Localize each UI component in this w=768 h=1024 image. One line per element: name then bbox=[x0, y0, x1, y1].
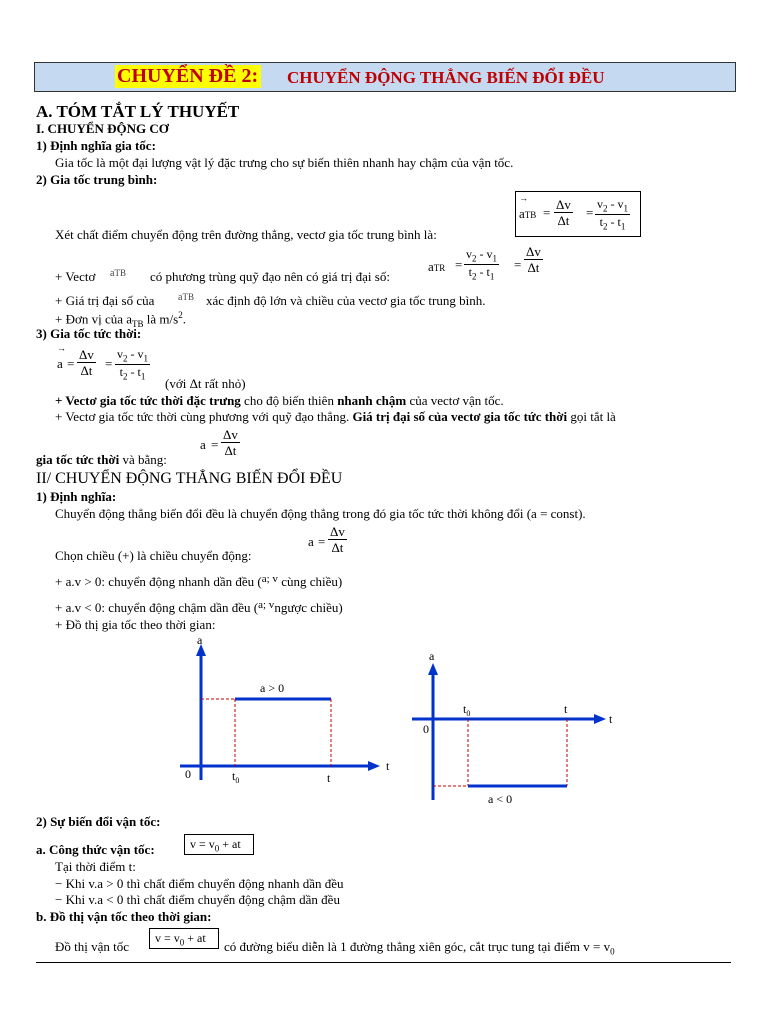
text: + a.v < 0: chuyển động chậm dần đều ( bbox=[55, 600, 259, 615]
sub: 2 bbox=[603, 203, 608, 214]
t-label: t bbox=[564, 702, 568, 716]
sub: 2 bbox=[472, 253, 477, 264]
section-2-heading: II/ CHUYỂN ĐỘNG THẲNG BIẾN ĐỔI ĐỀU bbox=[36, 470, 343, 487]
sub: 0 bbox=[610, 946, 615, 957]
tr-subscript: TR bbox=[433, 263, 446, 273]
sub: 1 bbox=[140, 371, 146, 382]
atb-inline bbox=[178, 292, 194, 304]
definition-text: Gia tốc là một đại lượng vật lý đặc trưng cho sự biến thiên nhanh hay chậm của vận tốc. bbox=[55, 155, 514, 170]
accel-graph-negative bbox=[410, 645, 620, 810]
vector-arrow: → bbox=[519, 193, 528, 203]
dv-num: Δv bbox=[556, 197, 571, 212]
x-arrow bbox=[594, 714, 606, 724]
dt-den: Δt bbox=[557, 213, 570, 228]
a-symbol: a bbox=[428, 259, 434, 274]
definition-heading: 1) Định nghĩa gia tốc: bbox=[36, 138, 156, 153]
y-label: a bbox=[429, 649, 435, 663]
minus: - bbox=[607, 215, 618, 230]
equals-sign: = bbox=[67, 356, 75, 371]
superscript: 2 bbox=[178, 310, 183, 320]
section-1-heading: I. CHUYỂN ĐỘNG CƠ bbox=[36, 121, 169, 136]
text: của vectơ vận tốc. bbox=[406, 393, 504, 408]
equals-sign: = bbox=[211, 437, 219, 452]
text: có đường biểu diễn là 1 đường thẳng xiên góc, cắt trục tung tại điểm v = v bbox=[224, 939, 611, 954]
title-part2: CHUYỂN ĐỘNG THẲNG BIẾN ĐỔI ĐỀU bbox=[287, 68, 605, 87]
sub: 0 bbox=[179, 937, 185, 948]
bold-text: nhanh chậm bbox=[337, 393, 407, 408]
a-symbol: a bbox=[178, 292, 183, 303]
dv-dt-fraction bbox=[524, 245, 543, 274]
text: và bằng: bbox=[119, 452, 167, 467]
velocity-formula-heading: a. Công thức vận tốc: bbox=[36, 842, 155, 857]
bold-text: + Vectơ gia tốc tức thời đặc trưng bbox=[55, 393, 241, 408]
a-symbol: a bbox=[519, 206, 525, 221]
avg-accel-heading: 2) Gia tốc trung bình: bbox=[36, 172, 158, 187]
sub: 1 bbox=[620, 221, 626, 232]
unit-value: là m/s bbox=[143, 311, 179, 327]
text: cùng chiều) bbox=[277, 574, 343, 589]
tb-subscript: TB bbox=[114, 268, 126, 278]
title-banner bbox=[34, 62, 736, 92]
section-a-heading: A. TÓM TẮT LÝ THUYẾT bbox=[36, 102, 240, 121]
text: gọi tắt là bbox=[567, 409, 616, 424]
t0-label bbox=[232, 769, 239, 785]
y-label: a bbox=[197, 633, 203, 647]
minus: - bbox=[476, 247, 487, 261]
case-positive: − Khi v.a > 0 thì chất điểm chuyển động nhanh dần đều bbox=[55, 876, 344, 891]
equals-sign: = bbox=[105, 356, 113, 371]
equals-sign: = bbox=[586, 205, 594, 220]
definition2-heading: 1) Định nghĩa: bbox=[36, 489, 117, 504]
direction-choice-text: Chọn chiều (+) là chiều chuyển động: bbox=[55, 548, 252, 563]
vector-note-a: + Vectơ bbox=[55, 269, 96, 284]
tb-subscript: TB bbox=[524, 210, 537, 220]
velocity-change-heading: 2) Sự biến đổi vận tốc: bbox=[36, 814, 161, 829]
dv-dt-fraction bbox=[328, 525, 347, 554]
av-symbols: a; v bbox=[258, 599, 275, 611]
decelerating-note bbox=[55, 601, 343, 616]
minus: - bbox=[127, 347, 138, 361]
bottom-rule bbox=[36, 962, 731, 963]
minus: - bbox=[127, 365, 138, 380]
condition-label: a < 0 bbox=[488, 792, 513, 806]
text: + Vectơ gia tốc tức thời cùng phương với quỹ đạo thẳng. bbox=[55, 409, 353, 424]
v-eq: v = v bbox=[190, 837, 215, 851]
algebraic-note-a: + Giá trị đại số của bbox=[55, 293, 155, 308]
t0-sub: 0 bbox=[466, 709, 471, 718]
t0-label bbox=[463, 702, 470, 718]
x-label: t bbox=[609, 712, 613, 726]
a-symbol: a bbox=[57, 356, 63, 371]
t2-minus-t1: $t_2 - t_1$ bbox=[599, 215, 626, 232]
origin-label: 0 bbox=[185, 767, 191, 781]
velocity-graph-heading: b. Đồ thị vận tốc theo thời gian: bbox=[36, 909, 212, 924]
dv-dt-fraction bbox=[221, 428, 240, 457]
y-arrow bbox=[428, 663, 438, 675]
tb-subscript: TB bbox=[182, 292, 194, 302]
dv-dt-fraction bbox=[77, 348, 96, 377]
dt-den: Δt bbox=[224, 443, 237, 458]
dt-den: Δt bbox=[527, 260, 540, 275]
sub: 1 bbox=[143, 353, 148, 364]
sub: 0 bbox=[214, 843, 220, 854]
definition2-text: Chuyển động thẳng biến đổi đều là chuyển động thẳng trong đó gia tốc tức thời không đổi (a = const). bbox=[55, 506, 586, 521]
velocity-formula-box-2 bbox=[149, 928, 219, 949]
a-symbol: a bbox=[200, 437, 206, 452]
case-negative: − Khi v.a < 0 thì chất điểm chuyển động chậm dần đều bbox=[55, 892, 340, 907]
equals-sign: = bbox=[318, 534, 326, 549]
small-dt-note: (với Δt rất nhỏ) bbox=[165, 376, 246, 391]
sub: 1 bbox=[623, 203, 628, 214]
v-eq: v = v bbox=[155, 931, 180, 945]
dv-num: Δv bbox=[79, 347, 94, 362]
sub: 1 bbox=[489, 271, 495, 282]
text: ngược chiều) bbox=[274, 600, 343, 615]
instant-note-3 bbox=[36, 453, 167, 468]
at-term: + at bbox=[184, 931, 206, 945]
accel-graph-positive bbox=[170, 630, 400, 790]
text: cho độ biến thiên bbox=[240, 393, 338, 408]
avg-accel-vector-formula bbox=[515, 191, 641, 237]
at-term: + at bbox=[219, 837, 241, 851]
equals-sign: = bbox=[543, 205, 551, 220]
dt-den: Δt bbox=[331, 540, 344, 555]
vector-arrow: → bbox=[57, 343, 66, 353]
bold-text: Giá trị đại số của vectơ gia tốc tức thời bbox=[352, 409, 568, 424]
v-t-fraction bbox=[595, 198, 630, 232]
a-symbol: a bbox=[308, 534, 314, 549]
text: + a.v > 0: chuyển động nhanh dần đều ( bbox=[55, 574, 262, 589]
t0-text: t bbox=[232, 769, 236, 783]
velocity-graph-text-a: Đồ thị vận tốc bbox=[55, 939, 130, 954]
dv-num: Δv bbox=[526, 244, 541, 259]
tb-subscript: TB bbox=[132, 318, 144, 329]
equals-sign: = bbox=[514, 257, 522, 272]
v-t-fraction: $\frac{v_2 - v_1}{t_2 - t_1}$ bbox=[117, 347, 148, 382]
dt-den: Δt bbox=[80, 363, 93, 378]
v2-minus-v1: $v_2 - v_1$ bbox=[597, 197, 628, 214]
bold-text: gia tốc tức thời bbox=[36, 452, 120, 467]
velocity-formula-box bbox=[184, 834, 254, 855]
instant-note-2 bbox=[55, 410, 616, 425]
accelerating-note bbox=[55, 575, 342, 590]
instant-accel-heading: 3) Gia tốc tức thời: bbox=[36, 326, 142, 341]
minus: - bbox=[607, 197, 618, 211]
minus: - bbox=[476, 265, 487, 280]
instant-note-1 bbox=[55, 394, 504, 409]
sub: 2 bbox=[472, 271, 477, 282]
unit-text: + Đơn vị của a bbox=[55, 311, 133, 327]
sub: 2 bbox=[123, 371, 128, 382]
sub: 1 bbox=[492, 253, 497, 264]
avg-accel-text: Xét chất điểm chuyển động trên đường thẳng, vectơ gia tốc trung bình là: bbox=[55, 227, 437, 242]
period: . bbox=[182, 311, 186, 327]
x-label: t bbox=[386, 759, 390, 773]
a-symbol: a bbox=[110, 268, 115, 279]
dv-dt-fraction bbox=[554, 198, 573, 227]
condition-label: a > 0 bbox=[260, 681, 285, 695]
vector-note-b: có phương trùng quỹ đạo nên có giá trị đại số: bbox=[150, 269, 390, 284]
atb-inline bbox=[110, 268, 126, 280]
t0-text: t bbox=[463, 702, 467, 716]
at-time-text: Tại thời điểm t: bbox=[55, 859, 136, 874]
velocity-graph-text-b bbox=[224, 940, 615, 957]
x-arrow bbox=[368, 761, 380, 771]
accel-graph-note: + Đồ thị gia tốc theo thời gian: bbox=[55, 617, 216, 632]
t-label: t bbox=[327, 771, 331, 785]
origin-label: 0 bbox=[423, 722, 429, 736]
algebraic-note-b: xác định độ lớn và chiều của vectơ gia tốc trung bình. bbox=[206, 293, 486, 308]
av-symbols: a; v bbox=[261, 573, 278, 585]
t0-sub: 0 bbox=[235, 776, 240, 785]
title-part1: CHUYỂN ĐỀ 2: bbox=[115, 65, 261, 88]
v-t-fraction: $\frac{v_2 - v_1}{t_2 - t_1}$ bbox=[466, 247, 497, 282]
equals-sign: = bbox=[455, 257, 463, 272]
sub: 2 bbox=[123, 353, 128, 364]
dv-num: Δv bbox=[330, 524, 345, 539]
dv-num: Δv bbox=[223, 427, 238, 442]
sub: 2 bbox=[603, 221, 608, 232]
